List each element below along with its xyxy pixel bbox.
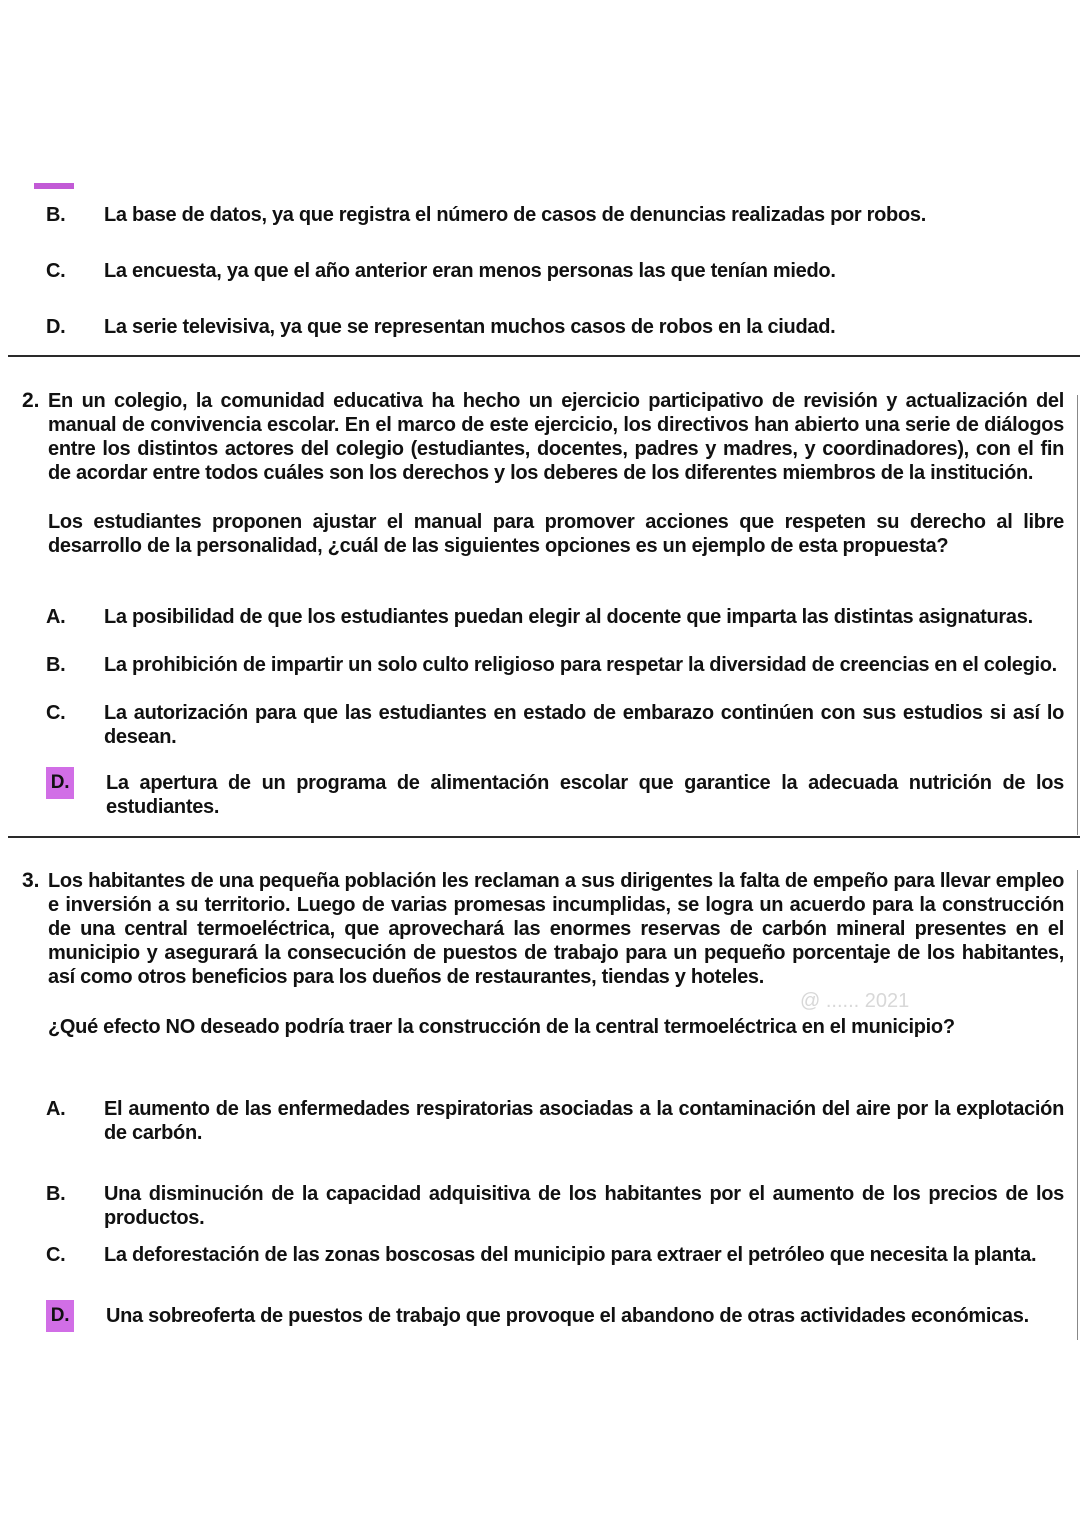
q2-stem: En un colegio, la comunidad educativa ha hecho un ejercicio participativo de revisión y actualización del manual de convivencia escolar. En el marco de este ejercicio, los directivos han abierto una serie de diálogos entre los distintos actores del colegio (estudiantes, docentes, padres y madres, y coordinadores), con el fin de acordar entre todos cuáles son los derechos y los deberes de los diferentes miembros de la institución. [48,390,1064,484]
section-divider [8,836,1080,838]
q1-option-d[interactable] [46,315,1064,339]
option-letter: B. [46,654,66,676]
option-letter: C. [46,702,66,724]
option-letter: A. [46,1098,66,1120]
q3-stem: Los habitantes de una pequeña población les reclaman a sus dirigentes la falta de empeño para llevar empleo e inversión a su territorio. Luego de varias promesas incumplidas, se logra un acuerdo para la construcción de una central termoeléctrica, que aprovechará las enormes reservas de carbón mineral presentes en el municipio y asegurará la consecución de puestos de trabajo para un pequeño porcentaje de los habitantes, así como otros beneficios para los dueños de restaurantes, tiendas y hoteles. [48,870,1064,988]
q2-number: 2. [22,389,40,412]
option-text: La deforestación de las zonas boscosas del municipio para extraer el petróleo que necesita la planta. [104,1244,1037,1266]
q2-question: Los estudiantes proponen ajustar el manual para promover acciones que respeten su derecho al libre desarrollo de la personalidad, ¿cuál de las siguientes opciones es un ejemplo de esta propuesta? [48,511,1064,557]
option-text: La base de datos, ya que registra el número de casos de denuncias realizadas por robos. [104,204,926,226]
q3-option-c[interactable] [46,1243,1064,1267]
option-text: La posibilidad de que los estudiantes puedan elegir al docente que imparta las distintas asignaturas. [104,606,1033,628]
q3-number: 3. [22,869,40,892]
q2-option-a[interactable] [46,605,1064,629]
q3-question-post: deseado podría traer la construcción de la central termoeléctrica en el municipio? [194,1016,955,1038]
option-text: La autorización para que las estudiantes en estado de embarazo continúen con sus estudios si así lo desean. [104,702,1064,748]
q1-option-b[interactable] [46,203,1064,227]
q2-option-b[interactable] [46,653,1064,677]
q3-question-pre: ¿Qué efecto [48,1016,166,1038]
q3-question-emphasis: NO [165,1016,195,1038]
option-letter: C. [46,260,66,282]
option-letter: B. [46,204,66,226]
q2-option-c[interactable] [46,701,1064,749]
highlight-mark [34,183,74,189]
q3-option-d[interactable] [46,1304,1064,1332]
option-letter: A. [46,606,66,628]
option-text: La encuesta, ya que el año anterior eran menos personas las que tenían miedo. [104,260,836,282]
q3-option-a[interactable] [46,1097,1064,1145]
q3-question [48,1015,1064,1039]
option-text: Una sobreoferta de puestos de trabajo que provoque el abandono de otras actividades económicas. [106,1305,1029,1327]
border-line [1077,870,1078,1340]
option-text: La serie televisiva, ya que se representan muchos casos de robos en la ciudad. [104,316,836,338]
selected-answer-marker: D. [46,767,74,799]
q2-option-d[interactable] [46,771,1064,819]
q1-option-c[interactable] [46,259,1064,283]
option-text: La prohibición de impartir un solo culto religioso para respetar la diversidad de creencias en el colegio. [104,654,1057,676]
watermark: @ ...... 2021 [800,990,910,1012]
option-letter: D. [46,316,66,338]
section-divider [8,355,1080,357]
option-text: El aumento de las enfermedades respiratorias asociadas a la contaminación del aire por la explotación de carbón. [104,1098,1064,1144]
option-text: La apertura de un programa de alimentación escolar que garantice la adecuada nutrición de los estudiantes. [106,772,1064,818]
q3-option-b[interactable] [46,1182,1064,1230]
option-letter: C. [46,1244,66,1266]
border-line [1077,395,1078,835]
option-letter: B. [46,1183,66,1205]
option-text: Una disminución de la capacidad adquisitiva de los habitantes por el aumento de los precios de los productos. [104,1183,1064,1229]
selected-answer-marker: D. [46,1300,74,1332]
